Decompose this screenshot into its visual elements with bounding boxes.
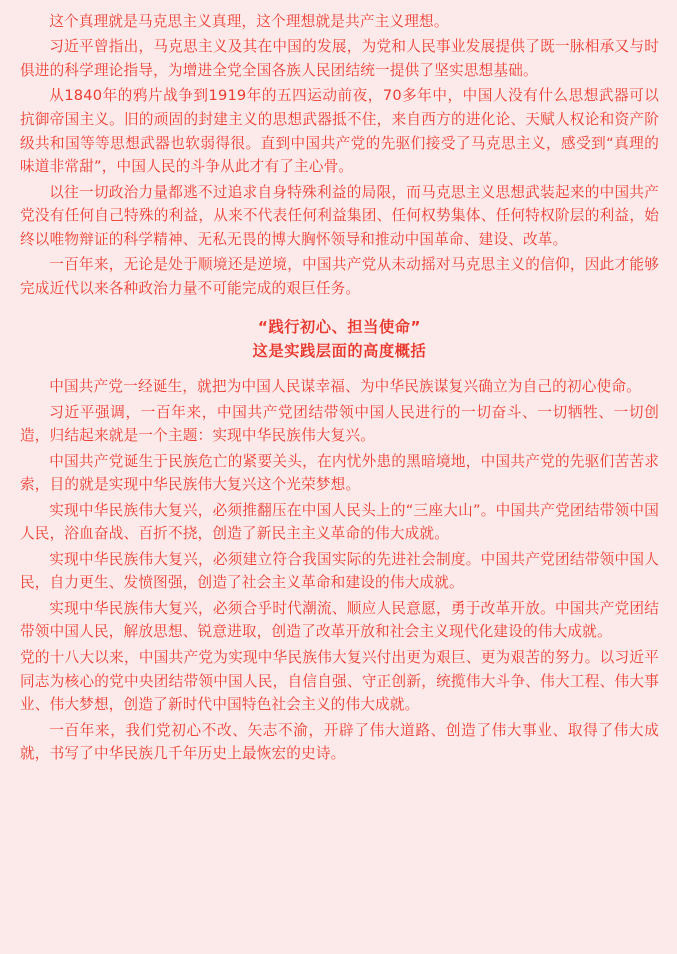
paragraph: 实现中华民族伟大复兴，必须推翻压在中国人民头上的“三座大山”。中国共产党团结带领中国人民，浴血奋战、百折不挠，创造了新民主主义革命的伟大成就。 (20, 501, 659, 543)
paragraph: 从1840年的鸦片战争到1919年的五四运动前夜，70多年中，中国人没有什么思想武器可以抗御帝国主义。旧的顽固的封建主义的思想武器抵不住，来自西方的进化论、天赋人权论和资产阶级共和国等等思想武器也软弱得很。直到中国共产党的先驱们接受了马克思主义，感受到“真理的味道非常甜”，中国人民的斗争从此才有了主心骨。 (20, 87, 659, 176)
document-body (20, 10, 659, 766)
paragraph: 这个真理就是马克思主义真理，这个理想就是共产主义理想。 (49, 13, 449, 30)
paragraph: 中国共产党一经诞生，就把为中国人民谋幸福、为中华民族谋复兴确立为自己的初心使命。 (49, 378, 641, 396)
section-heading-line-2: 这是实践层面的高度概括 (252, 342, 427, 360)
paragraph: 以往一切政治力量都逃不过追求自身特殊利益的局限，而马克思主义思想武装起来的中国共产党没有任何自己特殊的利益，从来不代表任何利益集团、任何权势集体、任何特权阶层的利益，始终以唯物辩证的科学精神、无私无畏的博大胸怀领导和推动中国革命、建设、改革。 (20, 183, 659, 249)
paragraph: 实现中华民族伟大复兴，必须建立符合我国实际的先进社会制度。中国共产党团结带领中国人民，自力更生、发愤图强，创造了社会主义革命和建设的伟大成就。 (20, 550, 659, 592)
paragraph-final: 一百年来，我们党初心不改、矢志不渝，开辟了伟大道路、创造了伟大事业、取得了伟大成就，书写了中华民族几千年历史上最恢宏的史诗。 (20, 721, 659, 763)
section-heading (20, 315, 659, 364)
paragraph: 习近平强调，一百年来，中国共产党团结带领中国人民进行的一切奋斗、一切牺牲、一切创造，归结起来就是一个主题：实现中华民族伟大复兴。 (20, 403, 659, 445)
paragraph-no-indent: 党的十八大以来，中国共产党为实现中华民族伟大复兴付出更为艰巨、更为艰苦的努力。以习近平同志为核心的党中央团结带领中国人民，自信自强、守正创新，统揽伟大斗争、伟大工程、伟大事业、伟大梦想，创造了新时代中国特色社会主义的伟大成就。 (20, 648, 659, 714)
paragraph: 习近平曾指出，马克思主义及其在中国的发展，为党和人民事业发展提供了既一脉相承又与时俱进的科学理论指导，为增进全党全国各族人民团结统一提供了坚实思想基础。 (20, 38, 659, 80)
paragraph: 一百年来，无论是处于顺境还是逆境，中国共产党从未动摇对马克思主义的信仰，因此才能够完成近代以来各种政治力量不可能完成的艰巨任务。 (20, 256, 659, 298)
paragraph: 实现中华民族伟大复兴，必须合乎时代潮流、顺应人民意愿，勇于改革开放。中国共产党团结带领中国人民，解放思想、锐意进取，创造了改革开放和社会主义现代化建设的伟大成就。 (20, 599, 659, 641)
paragraph: 中国共产党诞生于民族危亡的紧要关头，在内忧外患的黑暗境地，中国共产党的先驱们苦苦求索，目的就是实现中华民族伟大复兴这个光荣梦想。 (20, 452, 659, 494)
section-heading-line-1: “践行初心、担当使命” (257, 317, 422, 336)
